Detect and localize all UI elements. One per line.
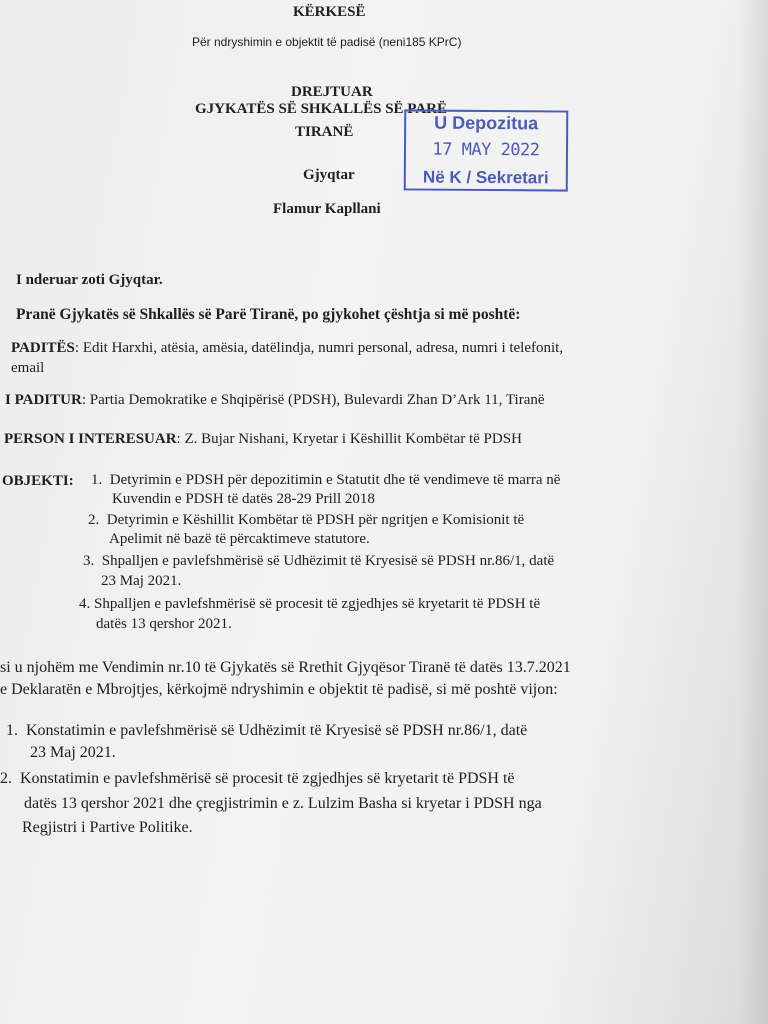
interested-label: PERSON I INTERESUAR — [4, 431, 177, 447]
object-item-text: Shpalljen e pavlefshmërisë së procesit të zgjedhjes së kryetarit të PDSH të — [94, 596, 541, 612]
paragraph-line-2: e Deklaratën e Mbrojtjes, kërkojmë ndryshimin e objektit të padisë, si më poshtë vijon: — [0, 681, 558, 698]
object-item-text: Detyrimin e Këshillit Kombëtar të PDSH për ngritjen e Komisionit të — [106, 512, 525, 528]
stamp-date: 17 MAY 2022 — [432, 139, 540, 161]
court-name: GJYKATËS SË SHKALLËS SË PARË — [195, 101, 448, 117]
paragraph-line-1: si u njohëm me Vendimin nr.10 të Gjykatës së Rrethit Gjyqësor Tiranë të datës 13.7.2021 — [0, 659, 571, 676]
request-item-text: Konstatimin e pavlefshmërisë së procesit të zgjedhjes së kryetarit të PDSH të — [20, 770, 515, 787]
object-item-num: 4. — [79, 596, 91, 612]
interested-line — [4, 431, 522, 448]
request-item-num: 1. — [6, 722, 18, 739]
request-item-text: Konstatimin e pavlefshmërisë së Udhëzimit të Kryesisë së PDSH nr.86/1, datë — [26, 722, 528, 739]
object-item-3-cont: 23 Maj 2021. — [101, 573, 182, 589]
page-edge-shadow — [738, 0, 768, 1024]
object-item-num: 3. — [83, 553, 95, 569]
intro-line: Pranë Gjykatës së Shkallës së Parë Tiranë, po gjykohet çështja si më poshtë: — [16, 306, 521, 323]
defendant-label: I PADITUR — [5, 392, 82, 408]
request-item-1-cont: 23 Maj 2021. — [30, 744, 116, 761]
plaintiff-label: PADITËS — [11, 340, 75, 356]
judge-name: Flamur Kapllani — [273, 201, 381, 217]
stamp-line-1: U Depozitua — [434, 112, 539, 134]
object-item-1 — [91, 472, 560, 489]
defendant-details: : Partia Demokratike e Shqipërisë (PDSH), Bulevardi Zhan D’Ark 11, Tiranë — [81, 392, 545, 408]
object-item-num: 1. — [91, 472, 103, 488]
deposit-stamp — [404, 109, 569, 191]
plaintiff-details: : Edit Harxhi, atësia, amësia, datëlindja, numri personal, adresa, numri i telefonit, — [74, 340, 564, 356]
object-item-4 — [79, 596, 540, 613]
object-item-1-cont: Kuvendin e PDSH të datës 28-29 Prill 2018 — [112, 491, 375, 507]
stamp-line-3: Në K / Sekretari — [422, 167, 549, 188]
object-label: OBJEKTI: — [2, 473, 74, 489]
document-title: KËRKESË — [293, 4, 366, 20]
object-item-text: Detyrimin e PDSH për depozitimin e Statutit dhe të vendimeve të marra në — [109, 472, 561, 488]
object-item-4-cont: datës 13 qershor 2021. — [96, 616, 232, 632]
request-item-num: 2. — [0, 770, 12, 787]
document-subtitle: Për ndryshimin e objektit të padisë (neni185 KPrC) — [192, 35, 462, 49]
request-item-2 — [0, 770, 515, 788]
salutation: I nderuar zoti Gjyqtar. — [16, 272, 163, 288]
interested-details: : Z. Bujar Nishani, Kryetar i Këshillit Kombëtar të PDSH — [176, 431, 522, 447]
plaintiff-details-2: email — [11, 360, 45, 376]
addressed-label: DREJTUAR — [291, 84, 373, 100]
judge-label: Gjyqtar — [303, 167, 355, 183]
defendant-line — [5, 392, 545, 409]
request-item-1 — [6, 722, 527, 740]
court-city: TIRANË — [295, 124, 354, 140]
object-item-2 — [88, 512, 524, 529]
request-item-2-cont-2: Regjistri i Partive Politike. — [22, 819, 193, 836]
request-item-2-cont: datës 13 qershor 2021 dhe çregjistrimin e z. Lulzim Basha si kryetar i PDSH nga — [24, 795, 542, 812]
object-item-2-cont: Apelimit në bazë të përcaktimeve statutore. — [109, 531, 370, 547]
object-item-num: 2. — [88, 512, 100, 528]
object-item-3 — [83, 553, 554, 570]
object-item-text: Shpalljen e pavlefshmërisë së Udhëzimit të Kryesisë së PDSH nr.86/1, datë — [101, 553, 555, 569]
plaintiff-line — [11, 340, 563, 357]
